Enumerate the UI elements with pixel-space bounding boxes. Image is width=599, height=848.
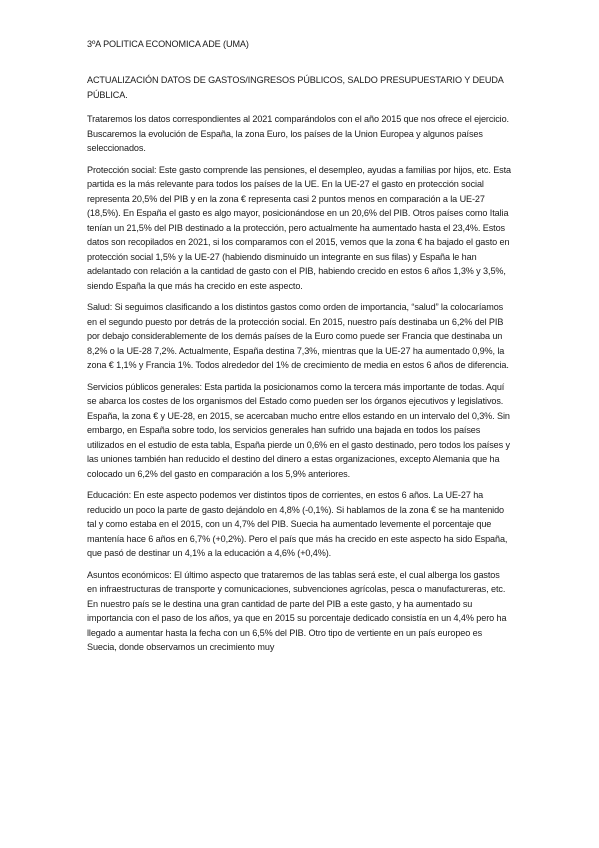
paragraph-asuntos-economicos: Asuntos económicos: El último aspecto que trataremos de las tablas será este, el cual alberga los gastos en infraestructuras de transporte y comunicaciones, subvenciones agrícolas, pesca o manufactureras, etc. En nuestro país se le destina una gran cantidad de parte del PIB a este gasto, y ha aumentado su importancia con el paso de los años, ya que en 2015 su porcentaje dedicado consistía en un 4,4% pero ha llegado a aumentar hasta la fecha con un 6,5% del PIB. Otro tipo de vertiente en un país europeo es Suecia, donde observamos un crecimiento muy <box>87 569 507 652</box>
paragraph-salud: Salud: Si seguimos clasificando a los distintos gastos como orden de importancia, “salud” la colocaríamos en el segundo puesto por detrás de la protección social. En 2015, nuestro país destinaba un 6,2% del PIB por debajo considerablemente de los demás países de la Euro como puede ser Francia que destinaba un 8,2% o la UE-28 7,2%. Actualmente, España destina 7,3%, mientras que la UE-27 ha aumentado 0,9%, la zona € 1,1% y Francia 1%. Todos alrededor del 1% de crecimiento de media en estos 6 años de diferencia. <box>87 302 509 370</box>
paragraph-educacion: Educación: En este aspecto podemos ver distintos tipos de corrientes, en estos 6 años. La UE-27 ha reducido un poco la parte de gasto dejándolo en 4,8% (-0,1%). Si hablamos de la zona € se ha mantenido tal y como estaba en el 2015, con un 4,7% del PIB. Suecia ha aumentado levemente el porcentaje que mantenía hace 6 años en 6,7% (+0,2%). Pero el país que más ha crecido en este aspecto ha sido España, que pasó de destinar un 4,1% a la educación a 4,6% (+0,4%). <box>87 490 508 558</box>
paragraph-intro: Trataremos los datos correspondientes al 2021 comparándolos con el año 2015 que nos ofrece el ejercicio. Buscaremos la evolución de España, la zona Euro, los países de la Union Europea y algunos países seleccionados. <box>87 114 509 153</box>
document-title: ACTUALIZACIÓN DATOS DE GASTOS/INGRESOS PÚBLICOS, SALDO PRESUPUESTARIO Y DEUDA PÚBLICA. <box>87 75 504 100</box>
document-header: 3ºA POLITICA ECONOMICA ADE (UMA) <box>87 39 249 49</box>
paragraph-servicios-publicos: Servicios públicos generales: Esta partida la posicionamos como la tercera más importante de todas. Aquí se abarca los costes de los organismos del Estado como pueden ser los órganos ejecutivos y legislativos. España, la zona € y UE-28, en 2015, se acercaban mucho entre ellos estando en un intervalo del 0,3%. Sin embargo, en España sobre todo, los servicios generales han sufrido una bajada en todos los países utilizados en el estudio de esta tabla, España pierde un 0,6% en el gasto destinado, pero todos los países y las uniones también han reducido el destino del dinero a estas organizaciones, excepto Alemania que ha colocado un 6,2% del gasto en comparación a los 5,9% anteriores. <box>87 381 510 479</box>
paragraph-proteccion-social: Protección social: Este gasto comprende las pensiones, el desempleo, ayudas a familias por hijos, etc. Esta partida es la más relevante para todos los países de la UE. En la UE-27 el gasto en protección social representa 20,5% del PIB y en la zona € representa casi 2 puntos menos en comparación a la UE-27 (18,5%). En España el gasto es algo mayor, posicionándose en un 20,6% del PIB. Otros países como Italia tenían un 21,5% del PIB destinado a la protección, pero actualmente ha aumentado hasta el 23,4%. Estos datos son recopilados en 2021, si los comparamos con el 2015, vemos que la zona € ha bajado el gasto en protección social 1,5% y la UE-27 (habiendo disminuido un integrante en sus filas) y España le han adelantado con relación a la cantidad de gasto con el PIB, habiendo crecido en estos 6 años 1,3% y 3,5%, siendo España la que más ha crecido en este aspecto. <box>87 164 512 291</box>
